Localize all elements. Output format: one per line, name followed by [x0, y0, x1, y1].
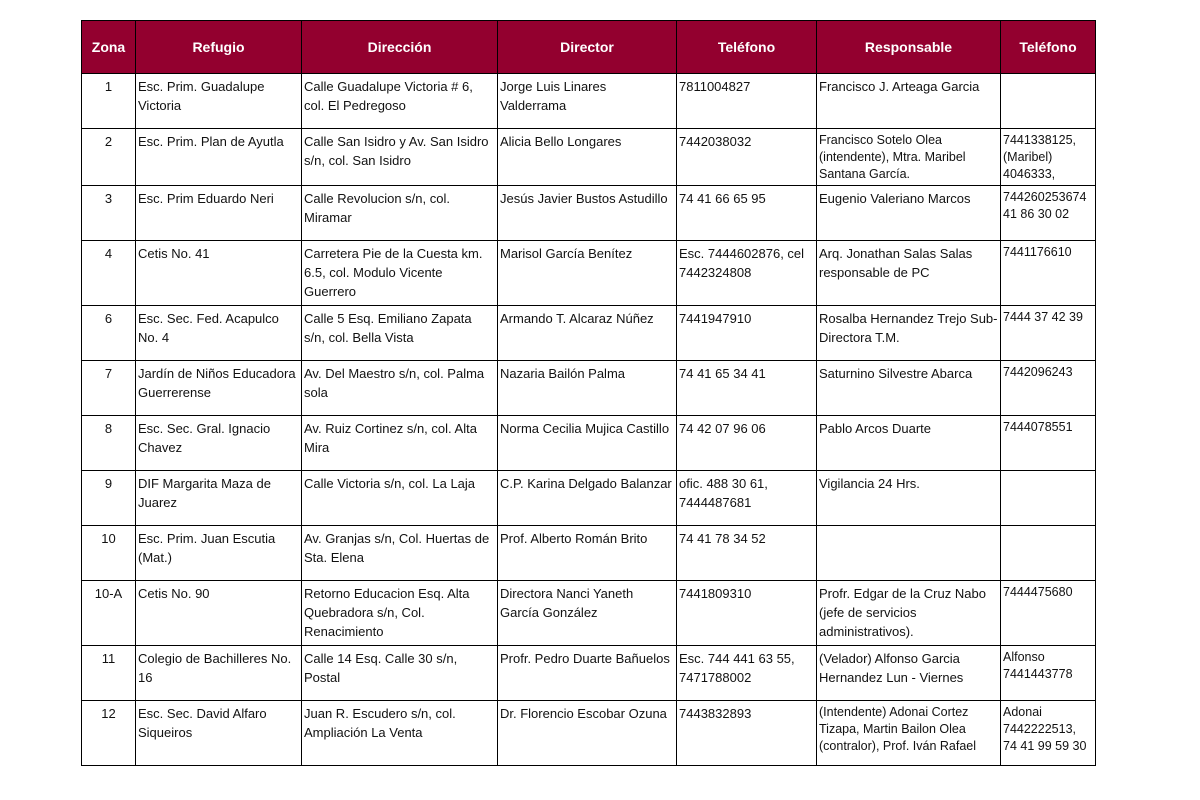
header-telefono: Teléfono	[677, 21, 817, 74]
table-row	[82, 129, 1096, 186]
telefono-cell: 7441809310	[677, 581, 817, 646]
telefono-cell: 74 41 78 34 52	[677, 526, 817, 581]
header-director: Director	[498, 21, 677, 74]
telefono-responsable-cell: 7444475680	[1001, 581, 1096, 646]
director-cell: Armando T. Alcaraz Núñez	[498, 306, 677, 361]
telefono-responsable-cell: Adonai 7442222513, 74 41 99 59 30	[1001, 701, 1096, 766]
refugio-cell: DIF Margarita Maza de Juarez	[136, 471, 302, 526]
table-row	[82, 306, 1096, 361]
director-cell: Prof. Alberto Román Brito	[498, 526, 677, 581]
telefono-cell: 7441947910	[677, 306, 817, 361]
responsable-cell: Pablo Arcos Duarte	[817, 416, 1001, 471]
table-row	[82, 241, 1096, 306]
responsable-cell: (Intendente) Adonai Cortez Tizapa, Martin Bailon Olea (contralor), Prof. Iván Rafael	[817, 701, 1001, 766]
telefono-responsable-cell	[1001, 471, 1096, 526]
zona-cell: 10	[82, 526, 136, 581]
refugio-cell: Esc. Sec. Fed. Acapulco No. 4	[136, 306, 302, 361]
telefono-cell: 7811004827	[677, 74, 817, 129]
zona-cell: 7	[82, 361, 136, 416]
telefono-cell: 74 42 07 96 06	[677, 416, 817, 471]
direccion-cell: Calle Victoria s/n, col. La Laja	[302, 471, 498, 526]
header-refugio: Refugio	[136, 21, 302, 74]
zona-cell: 1	[82, 74, 136, 129]
director-cell: Alicia Bello Longares	[498, 129, 677, 186]
refugio-cell: Jardín de Niños Educadora Guerrerense	[136, 361, 302, 416]
refugio-cell: Cetis No. 90	[136, 581, 302, 646]
direccion-cell: Retorno Educacion Esq. Alta Quebradora s/n, Col. Renacimiento	[302, 581, 498, 646]
director-cell: Norma Cecilia Mujica Castillo	[498, 416, 677, 471]
responsable-cell: Francisco Sotelo Olea (intendente), Mtra. Maribel Santana García.	[817, 129, 1001, 186]
telefono-cell: 74 41 66 65 95	[677, 186, 817, 241]
telefono-responsable-cell: 7444 37 42 39	[1001, 306, 1096, 361]
responsable-cell: Francisco J. Arteaga Garcia	[817, 74, 1001, 129]
telefono-responsable-cell: 7444078551	[1001, 416, 1096, 471]
table-row	[82, 74, 1096, 129]
direccion-cell: Juan R. Escudero s/n, col. Ampliación La Venta	[302, 701, 498, 766]
responsable-cell: Eugenio Valeriano Marcos	[817, 186, 1001, 241]
direccion-cell: Calle San Isidro y Av. San Isidro s/n, col. San Isidro	[302, 129, 498, 186]
director-cell: C.P. Karina Delgado Balanzar	[498, 471, 677, 526]
telefono-responsable-cell: 7442096243	[1001, 361, 1096, 416]
responsable-cell	[817, 526, 1001, 581]
header-zona: Zona	[82, 21, 136, 74]
shelters-table	[81, 20, 1096, 766]
table-row	[82, 646, 1096, 701]
table-header	[82, 21, 1096, 74]
refugio-cell: Esc. Sec. Gral. Ignacio Chavez	[136, 416, 302, 471]
direccion-cell: Av. Granjas s/n, Col. Huertas de Sta. Elena	[302, 526, 498, 581]
table-row	[82, 701, 1096, 766]
responsable-cell: Rosalba Hernandez Trejo Sub-Directora T.M.	[817, 306, 1001, 361]
responsable-cell: Saturnino Silvestre Abarca	[817, 361, 1001, 416]
zona-cell: 12	[82, 701, 136, 766]
telefono-cell: ofic. 488 30 61, 7444487681	[677, 471, 817, 526]
refugio-cell: Cetis No. 41	[136, 241, 302, 306]
table-row	[82, 471, 1096, 526]
responsable-cell: Vigilancia 24 Hrs.	[817, 471, 1001, 526]
telefono-cell: 7442038032	[677, 129, 817, 186]
telefono-responsable-cell: 744260253674 41 86 30 02	[1001, 186, 1096, 241]
table-row	[82, 526, 1096, 581]
telefono-cell: Esc. 7444602876, cel 7442324808	[677, 241, 817, 306]
zona-cell: 2	[82, 129, 136, 186]
refugio-cell: Esc. Prim. Guadalupe Victoria	[136, 74, 302, 129]
director-cell: Jorge Luis Linares Valderrama	[498, 74, 677, 129]
refugio-cell: Esc. Prim Eduardo Neri	[136, 186, 302, 241]
table-row	[82, 186, 1096, 241]
direccion-cell: Av. Ruiz Cortinez s/n, col. Alta Mira	[302, 416, 498, 471]
telefono-responsable-cell	[1001, 74, 1096, 129]
director-cell: Dr. Florencio Escobar Ozuna	[498, 701, 677, 766]
director-cell: Profr. Pedro Duarte Bañuelos	[498, 646, 677, 701]
header-responsable: Responsable	[817, 21, 1001, 74]
zona-cell: 4	[82, 241, 136, 306]
telefono-responsable-cell	[1001, 526, 1096, 581]
refugio-cell: Esc. Prim. Juan Escutia (Mat.)	[136, 526, 302, 581]
zona-cell: 11	[82, 646, 136, 701]
table-row	[82, 416, 1096, 471]
direccion-cell: Av. Del Maestro s/n, col. Palma sola	[302, 361, 498, 416]
refugio-cell: Esc. Sec. David Alfaro Siqueiros	[136, 701, 302, 766]
header-telefono-responsable: Teléfono	[1001, 21, 1096, 74]
responsable-cell: (Velador) Alfonso Garcia Hernandez Lun - Viernes	[817, 646, 1001, 701]
direccion-cell: Calle Revolucion s/n, col. Miramar	[302, 186, 498, 241]
direccion-cell: Calle 14 Esq. Calle 30 s/n, Postal	[302, 646, 498, 701]
zona-cell: 8	[82, 416, 136, 471]
zona-cell: 10-A	[82, 581, 136, 646]
director-cell: Jesús Javier Bustos Astudillo	[498, 186, 677, 241]
telefono-responsable-cell: Alfonso 7441443778	[1001, 646, 1096, 701]
refugio-cell: Colegio de Bachilleres No. 16	[136, 646, 302, 701]
direccion-cell: Calle 5 Esq. Emiliano Zapata s/n, col. Bella Vista	[302, 306, 498, 361]
direccion-cell: Calle Guadalupe Victoria # 6, col. El Pedregoso	[302, 74, 498, 129]
zona-cell: 9	[82, 471, 136, 526]
director-cell: Directora Nanci Yaneth García González	[498, 581, 677, 646]
director-cell: Marisol García Benítez	[498, 241, 677, 306]
telefono-cell: 74 41 65 34 41	[677, 361, 817, 416]
responsable-cell: Profr. Edgar de la Cruz Nabo (jefe de servicios administrativos).	[817, 581, 1001, 646]
telefono-responsable-cell: 7441176610	[1001, 241, 1096, 306]
telefono-cell: Esc. 744 441 63 55, 7471788002	[677, 646, 817, 701]
zona-cell: 3	[82, 186, 136, 241]
table-body	[82, 74, 1096, 766]
table-row	[82, 361, 1096, 416]
table-row	[82, 581, 1096, 646]
direccion-cell: Carretera Pie de la Cuesta km. 6.5, col. Modulo Vicente Guerrero	[302, 241, 498, 306]
telefono-cell: 7443832893	[677, 701, 817, 766]
responsable-cell: Arq. Jonathan Salas Salas responsable de PC	[817, 241, 1001, 306]
header-direccion: Dirección	[302, 21, 498, 74]
director-cell: Nazaria Bailón Palma	[498, 361, 677, 416]
zona-cell: 6	[82, 306, 136, 361]
telefono-responsable-cell: 7441338125, (Maribel) 4046333,	[1001, 129, 1096, 186]
refugio-cell: Esc. Prim. Plan de Ayutla	[136, 129, 302, 186]
